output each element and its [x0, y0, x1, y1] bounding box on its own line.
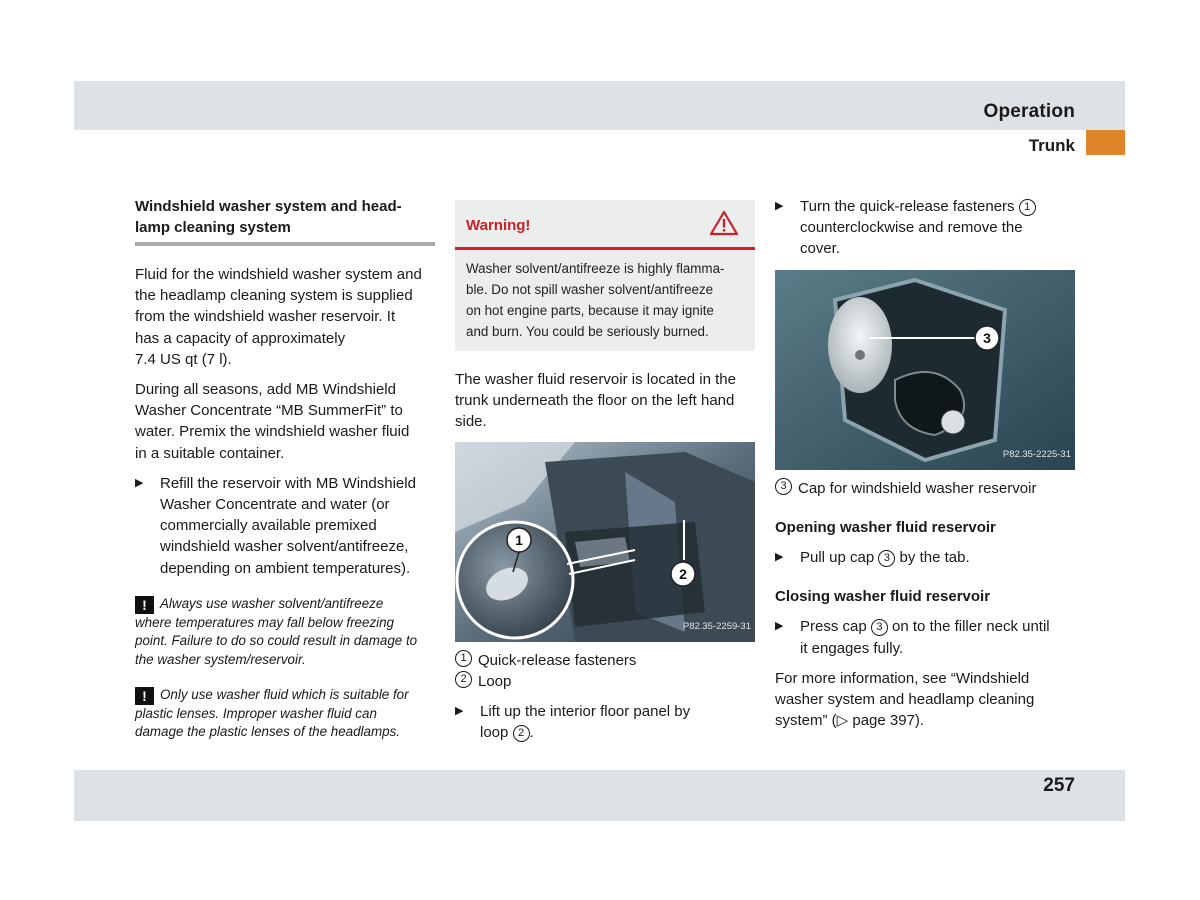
section-marker-tab	[1086, 130, 1125, 155]
callout-1: 1	[515, 531, 523, 548]
section-title: Operation	[983, 101, 1075, 122]
refill-instruction: ▶ Refill the reservoir with MB Windshield Washer Concentrate and water (or commercially available premixed windshield washer solvent/antifreeze, depending on ambient temperatures).	[135, 473, 435, 579]
warning-box	[455, 200, 755, 351]
location-paragraph: The washer fluid reservoir is located in the trunk underneath the floor on the left hand side.	[455, 371, 736, 431]
more-info-paragraph: For more information, see “Windshield washer system and headlamp cleaning system” (▷ page 397).	[775, 669, 1035, 730]
column-middle	[455, 200, 755, 752]
lift-panel-instruction: ▶ Lift up the interior floor panel by loop 2 .	[455, 701, 755, 743]
column-left	[135, 196, 435, 742]
photo-code: P82.35-2225-31	[1002, 449, 1071, 461]
notice-antifreeze: ! Always use washer solvent/antifreeze where temperatures may fall below freezing point. Failure to do so could result in damage to the washer system/reservoir.	[135, 595, 418, 668]
warning-triangle-icon	[709, 210, 739, 242]
seasons-paragraph: During all seasons, add MB Windshield Washer Concentrate “MB SummerFit” to water. Premix the windshield washer fluid in a suitable container.	[135, 381, 410, 462]
exclamation-icon: !	[135, 687, 154, 705]
photo-code: P82.35-2259-31	[682, 621, 751, 633]
triangle-bullet-icon: ▶	[455, 705, 464, 718]
triangle-bullet-icon: ▶	[135, 476, 144, 489]
capacity-paragraph: Fluid for the windshield washer system and the headlamp cleaning system is supplied from the windshield washer reservoir. It has a capacity of approximately 7.4 US qt (7 l).	[135, 266, 422, 368]
turn-fasteners-instruction: ▶ Turn the quick-release fasteners 1 counterclockwise and remove the cover.	[775, 196, 1075, 260]
subsection-title: Trunk	[1028, 136, 1075, 155]
column-right	[775, 196, 1075, 740]
callout-3: 3	[983, 329, 991, 346]
warning-title: Warning!	[466, 217, 531, 234]
notice-plastic-lenses: ! Only use washer fluid which is suitable for plastic lenses. Improper washer fluid can damage the plastic lenses of the headlamps.	[135, 686, 409, 740]
trunk-photo	[455, 442, 755, 642]
triangle-bullet-icon: ▶	[775, 200, 784, 212]
triangle-bullet-icon: ▶	[775, 551, 784, 564]
footer-band	[74, 770, 1125, 821]
close-instruction: ▶ Press cap 3 on to the filler neck until it engages fully.	[775, 616, 1075, 658]
topic-heading: Windshield washer system and head- lamp cleaning system	[135, 196, 435, 246]
triangle-bullet-icon: ▶	[775, 620, 784, 633]
open-instruction: ▶ Pull up cap 3 by the tab.	[775, 547, 1075, 568]
legend-item: 3 Cap for windshield washer reservoir	[775, 478, 1075, 499]
exclamation-icon: !	[135, 596, 154, 614]
opening-heading: Opening washer fluid reservoir	[775, 518, 996, 536]
page-number: 257	[1043, 775, 1075, 796]
header-band	[74, 81, 1125, 130]
callout-2: 2	[679, 565, 687, 582]
legend-item: 1 Quick-release fasteners	[455, 650, 755, 671]
closing-heading: Closing washer fluid reservoir	[775, 588, 991, 606]
warning-text: Washer solvent/antifreeze is highly flamma- ble. Do not spill washer solvent/antifreeze on hot engine parts, because it may ignite and burn. You could be seriously burned.	[466, 261, 725, 339]
legend-item: 2 Loop	[455, 671, 755, 692]
reservoir-photo	[775, 270, 1075, 470]
